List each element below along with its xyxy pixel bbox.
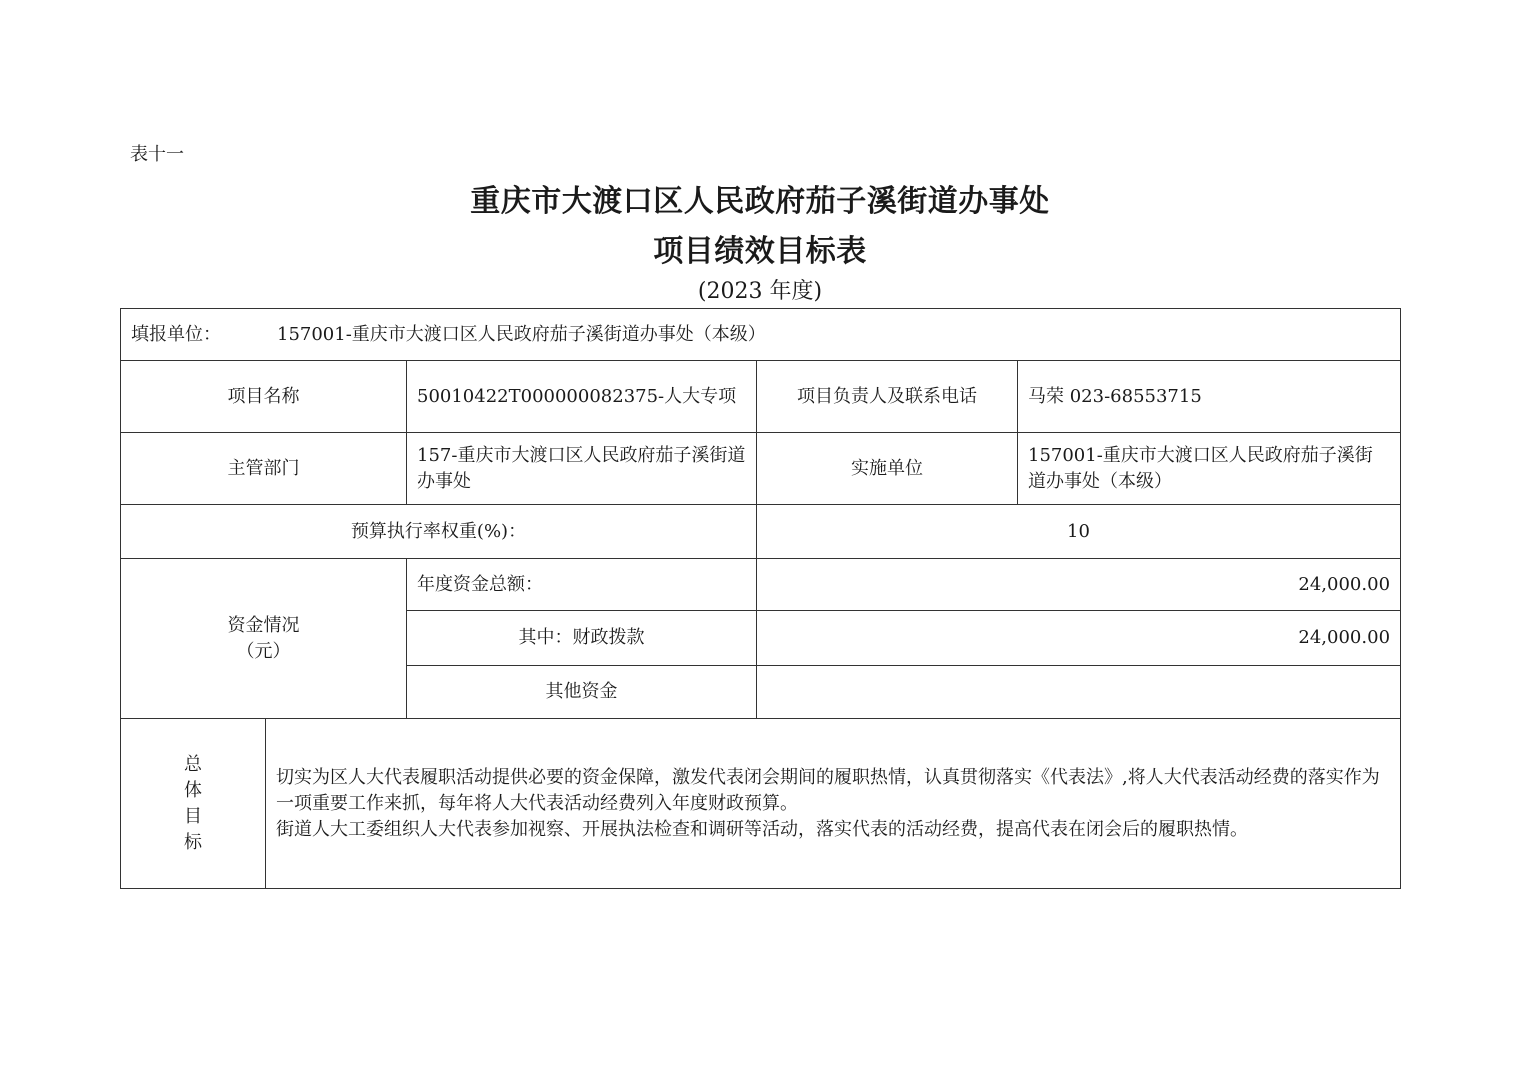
overall-goal-row [121, 719, 1401, 889]
impl-unit-label: 实施单位 [757, 433, 1018, 505]
funds-total-label: 年度资金总额： [407, 559, 757, 611]
dept-value: 157-重庆市大渡口区人民政府茄子溪街道办事处 [407, 433, 757, 505]
goal-label-char: 体 [184, 779, 202, 801]
funds-label-line1: 资金情况 [227, 614, 300, 636]
project-name-label: 项目名称 [121, 361, 407, 433]
overall-goal-text [266, 719, 1401, 889]
dept-label: 主管部门 [121, 433, 407, 505]
table-number-label: 表十一 [130, 144, 184, 165]
overall-goal-label [121, 719, 266, 889]
project-name-row [121, 361, 1401, 433]
funds-label [121, 559, 407, 719]
funds-total-value: 24,000.00 [757, 559, 1401, 611]
budget-weight-label: 预算执行率权重(%)： [121, 505, 757, 559]
funds-label-line2: （元） [236, 640, 291, 662]
funds-other-value [757, 666, 1401, 719]
filler-label: 填报单位： [131, 323, 221, 345]
goal-label-char: 目 [184, 805, 202, 827]
goal-paragraph-1: 切实为区人大代表履职活动提供必要的资金保障，激发代表闭会期间的履职热情，认真贯彻落实《代表法》,将人大代表活动经费的落实作为一项重要工作来抓，每年将人大代表活动经费列入年度财政预算。 [276, 766, 1380, 814]
funds-fiscal-value: 24,000.00 [757, 611, 1401, 666]
filler-value: 157001-重庆市大渡口区人民政府茄子溪街道办事处（本级） [277, 323, 766, 345]
budget-weight-row [121, 505, 1401, 559]
goal-label-char: 标 [184, 831, 202, 853]
funds-fiscal-label: 其中：财政拨款 [407, 611, 757, 666]
goal-paragraph-2: 街道人大工委组织人大代表参加视察、开展执法检查和调研等活动，落实代表的活动经费，提高代表在闭会后的履职热情。 [276, 818, 1248, 840]
fiscal-year: (2023 年度) [697, 279, 823, 304]
performance-target-table [120, 308, 1401, 889]
impl-unit-value: 157001-重庆市大渡口区人民政府茄子溪街道办事处（本级） [1018, 433, 1401, 505]
filler-row [121, 309, 1401, 361]
funds-other-label: 其他资金 [407, 666, 757, 719]
project-name-value: 50010422T000000082375-人大专项 [407, 361, 757, 433]
funds-total-row [121, 559, 1401, 611]
document-title-org: 重庆市大渡口区人民政府茄子溪街道办事处 [470, 184, 1050, 219]
project-owner-label: 项目负责人及联系电话 [757, 361, 1018, 433]
document-title-form: 项目绩效目标表 [653, 234, 867, 269]
budget-weight-value: 10 [757, 505, 1401, 559]
goal-label-char: 总 [184, 753, 202, 775]
project-owner-value: 马荣 023-68553715 [1018, 361, 1401, 433]
department-row [121, 433, 1401, 505]
filler-cell [121, 309, 1401, 361]
